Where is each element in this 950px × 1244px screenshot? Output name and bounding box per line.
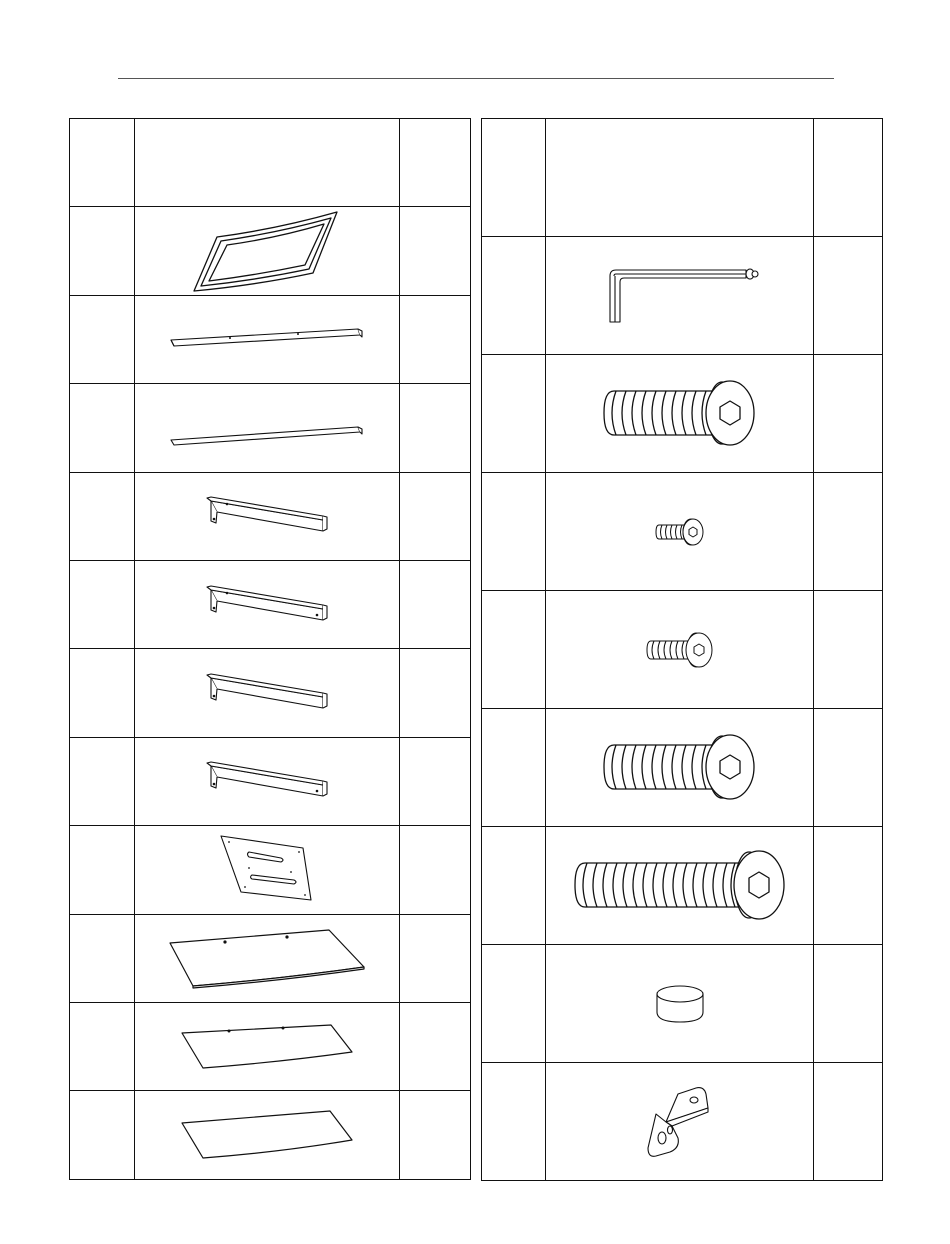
header-picture-cell xyxy=(546,119,814,237)
rubber-pad-icon xyxy=(655,984,705,1024)
table-row xyxy=(482,355,883,473)
part-qty-cell xyxy=(400,207,471,295)
part-qty-cell xyxy=(400,914,471,1002)
part-picture-cell xyxy=(135,826,400,914)
small-bolt-icon xyxy=(655,517,705,547)
part-picture-cell xyxy=(135,472,400,560)
part-number-cell xyxy=(482,945,546,1063)
part-picture-cell xyxy=(546,709,814,827)
part-number-cell xyxy=(482,473,546,591)
l-bracket-icon xyxy=(644,1086,716,1158)
part-picture-cell xyxy=(546,827,814,945)
part-qty-cell xyxy=(400,560,471,648)
part-qty-cell xyxy=(400,737,471,825)
part-picture-cell xyxy=(546,473,814,591)
part-picture-cell xyxy=(546,355,814,473)
part-number-cell xyxy=(482,237,546,355)
glass-shelf-icon xyxy=(169,928,365,988)
glass-shelf-icon xyxy=(181,1110,353,1160)
part-picture-cell xyxy=(135,649,400,737)
shelf-arm-icon xyxy=(205,760,329,802)
curved-frame-icon xyxy=(187,209,347,293)
part-picture-cell xyxy=(546,591,814,709)
part-number-cell xyxy=(482,1063,546,1181)
part-picture-cell xyxy=(135,914,400,1002)
part-qty-cell xyxy=(814,827,883,945)
table-row xyxy=(70,1091,471,1179)
long-bolt-icon xyxy=(573,849,787,923)
part-number-cell xyxy=(482,709,546,827)
part-number-cell xyxy=(70,1002,135,1090)
shelf-arm-icon xyxy=(205,584,329,626)
long-bar-icon xyxy=(170,425,364,449)
header-qty-cell xyxy=(814,119,883,237)
part-qty-cell xyxy=(400,384,471,472)
shelf-arm-icon xyxy=(205,495,329,537)
parts-table-left xyxy=(69,118,471,1180)
part-number-cell xyxy=(70,560,135,648)
part-picture-cell xyxy=(135,1002,400,1090)
part-qty-cell xyxy=(814,945,883,1063)
part-number-cell xyxy=(70,914,135,1002)
table-row xyxy=(70,472,471,560)
parts-table-right xyxy=(481,118,883,1181)
part-qty-cell xyxy=(814,237,883,355)
header-no-cell xyxy=(482,119,546,237)
table-row xyxy=(70,649,471,737)
part-qty-cell xyxy=(400,1002,471,1090)
table-row xyxy=(70,207,471,295)
part-picture-cell xyxy=(546,1063,814,1181)
part-number-cell xyxy=(482,355,546,473)
small-bolt-icon xyxy=(646,631,714,669)
part-number-cell xyxy=(482,827,546,945)
table-row xyxy=(70,384,471,472)
table-row xyxy=(482,827,883,945)
part-qty-cell xyxy=(400,472,471,560)
part-picture-cell xyxy=(135,207,400,295)
table-row xyxy=(482,591,883,709)
part-qty-cell xyxy=(400,295,471,383)
part-number-cell xyxy=(70,826,135,914)
part-qty-cell xyxy=(400,1091,471,1179)
part-number-cell xyxy=(70,384,135,472)
table-header-row xyxy=(70,119,471,207)
part-qty-cell xyxy=(814,709,883,827)
part-qty-cell xyxy=(814,591,883,709)
part-number-cell xyxy=(70,295,135,383)
part-picture-cell xyxy=(135,560,400,648)
part-number-cell xyxy=(70,737,135,825)
part-qty-cell xyxy=(400,649,471,737)
table-row xyxy=(70,560,471,648)
part-qty-cell xyxy=(400,826,471,914)
hex-socket-bolt-icon xyxy=(602,733,758,803)
part-qty-cell xyxy=(814,355,883,473)
table-row xyxy=(70,826,471,914)
table-row xyxy=(482,945,883,1063)
table-row xyxy=(70,295,471,383)
part-picture-cell xyxy=(135,384,400,472)
header-rule xyxy=(118,78,834,79)
part-qty-cell xyxy=(814,473,883,591)
part-picture-cell xyxy=(135,295,400,383)
hex-socket-bolt-icon xyxy=(602,379,758,449)
part-number-cell xyxy=(70,472,135,560)
table-row xyxy=(482,237,883,355)
table-row xyxy=(482,473,883,591)
table-header-row xyxy=(482,119,883,237)
header-qty-cell xyxy=(400,119,471,207)
header-no-cell xyxy=(70,119,135,207)
table-row xyxy=(482,709,883,827)
part-qty-cell xyxy=(814,1063,883,1181)
part-picture-cell xyxy=(135,737,400,825)
mounting-plate-icon xyxy=(219,834,315,906)
header-picture-cell xyxy=(135,119,400,207)
table-row xyxy=(70,1002,471,1090)
table-row xyxy=(70,737,471,825)
part-picture-cell xyxy=(546,945,814,1063)
table-row xyxy=(482,1063,883,1181)
part-number-cell xyxy=(70,649,135,737)
shelf-arm-icon xyxy=(205,672,329,714)
allen-key-icon xyxy=(598,267,762,325)
table-row xyxy=(70,914,471,1002)
glass-shelf-icon xyxy=(181,1024,353,1070)
part-number-cell xyxy=(482,591,546,709)
long-bar-icon xyxy=(170,327,364,351)
part-number-cell xyxy=(70,207,135,295)
part-picture-cell xyxy=(135,1091,400,1179)
part-picture-cell xyxy=(546,237,814,355)
part-number-cell xyxy=(70,1091,135,1179)
